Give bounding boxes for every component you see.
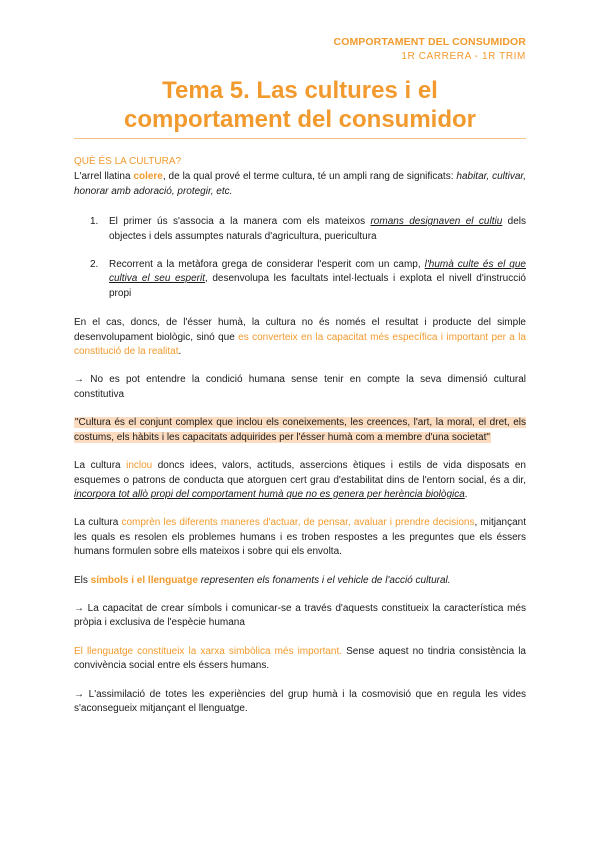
italic-text: representen els fonaments i el vehicle de l'acció cultural. (197, 574, 451, 586)
arrow-paragraph: → La capacitat de crear símbols i comunicar-se a través d'aquests constitueix la característica més pròpia i exclusiva de l'espècie humana (74, 602, 526, 629)
arrow-paragraph: → No es pot entendre la condició humana sense tenir en compte la seva dimensió cultural constitutiva (74, 374, 526, 400)
intro-paragraph (74, 170, 526, 199)
underlined-text: romans designaven el cultiu (370, 216, 503, 228)
highlight-term: símbols i el llenguatge (90, 574, 198, 586)
text-run: El primer ús s'associa a la manera com els mateixos (109, 216, 371, 228)
italic-text: habitar, cultivar, honorar amb adoració, protegir, etc. (74, 171, 526, 197)
definition-quote (74, 416, 526, 445)
section-heading: QUÈ ÉS LA CULTURA? (74, 156, 182, 167)
underlined-text: incorpora tot allò propi del comportament humà que no es genera per herència biològica (74, 488, 465, 500)
page-title (74, 76, 526, 134)
paragraph (74, 574, 526, 588)
list-item (74, 258, 526, 301)
course-header: COMPORTAMENT DEL CONSUMIDOR (333, 36, 526, 48)
paragraph (74, 645, 526, 674)
highlight-term: colere (133, 171, 163, 183)
text-run: Sense aquest no tindria consistència la convivència social entre els éssers humans. (74, 645, 526, 672)
text-run: La cultura (74, 517, 122, 529)
text-run: , desenvolupa les facultats intel·lectuals i explota el nivell d'instrucció propi (109, 273, 526, 299)
list-number: 2. (90, 259, 99, 271)
highlight-text: es converteix en la capacitat més específica i important per a la constitució de la realitat (74, 331, 526, 358)
underlined-text: l'humà culte és el que cultiva el seu esperit (109, 259, 526, 285)
title-divider (74, 138, 526, 139)
text-run: , de la qual prové el terme cultura, té un ampli rang de significats: (162, 171, 457, 183)
highlight-text: comprèn les diferents maneres d'actuar, de pensar, avaluar i prendre decisions (121, 517, 475, 529)
text-run: dels objectes i dels assumptes naturals d'agricultura, puericultura (109, 216, 527, 242)
paragraph (74, 316, 526, 359)
text-run: , mitjançant les quals es resolen els problemes humans i es troben respostes a les preguntes que els éssers humans formulen sobre ells mateixos i sobre qui els envolta. (74, 517, 526, 558)
paragraph (74, 516, 526, 559)
document-body (74, 155, 526, 716)
text-run: Recorrent a la metàfora grega de considerar l'esperit com un camp, (109, 259, 425, 271)
paragraph (74, 459, 526, 502)
text-run: . (464, 488, 468, 500)
quote-text: "Cultura és el conjunt complex que inclou els coneixements, les creences, l'art, la moral, el dret, els costums, els hàbits i les capacitats adquirides per l'ésser humà com a membre d'una societat" (74, 417, 526, 443)
text-run: Els (74, 574, 91, 586)
meaning-list (74, 215, 526, 301)
text-run: En el cas, doncs, de l'ésser humà, la cultura no és només el resultat i producte del simple desenvolupament biològic, sinó que (74, 317, 526, 343)
title-line-1: Tema 5. Las cultures i el (162, 77, 438, 104)
list-item (74, 215, 526, 244)
text-run: . (178, 346, 182, 358)
highlight-text: inclou (126, 460, 153, 472)
list-number: 1. (90, 216, 99, 228)
text-run: L'arrel llatina (74, 171, 134, 183)
text-run: doncs idees, valors, actituds, assercions ètiques i estils de vida disposats en esquemes o patrons de conducta que atorguen cert grau d'estabilitat dins de l'entorn social, és a dir, (74, 460, 526, 486)
term-header: 1R CARRERA - 1R TRIM (401, 51, 526, 62)
arrow-paragraph: → L'assimilació de totes les experiències del grup humà i la cosmovisió que en regula les vides s'aconsegueix mitjançant el llenguatge. (74, 688, 526, 714)
highlight-text: El llenguatge constitueix la xarxa simbòlica més important. (74, 645, 343, 657)
text-run: La cultura (74, 460, 127, 472)
title-line-2: comportament del consumidor (123, 106, 477, 133)
